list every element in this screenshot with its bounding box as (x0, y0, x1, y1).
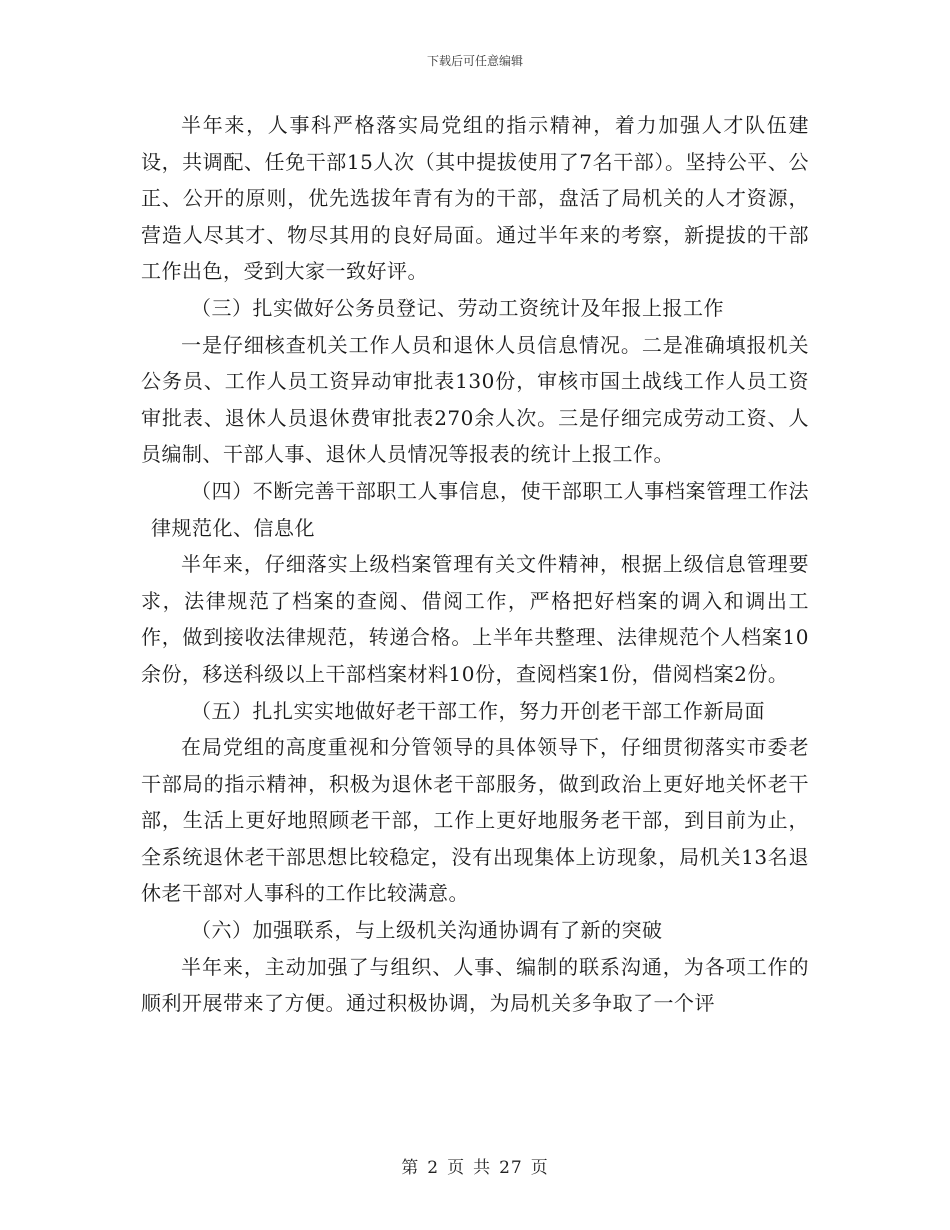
paragraph-salary-statistics: 一是仔细核查机关工作人员和退休人员信息情况。二是准确填报机关公务员、工作人员工资异动审批表130份，审核市国土战线工作人员工资审批表、退休人员退休费审批表270余人次。三是仔细完成劳动工资、人员编制、干部人事、退休人员情况等报表的统计上报工作。 (141, 332, 809, 467)
page-header-note: 下载后可任意编辑 (426, 54, 523, 68)
footer-suffix: 页 (530, 1158, 549, 1178)
section-heading-5: （五）扎扎实实地做好老干部工作，努力开创老干部工作新局面 (191, 698, 765, 723)
footer-total-label: 共 (473, 1158, 492, 1178)
paragraph-cadre-selection: 半年来，人事科严格落实局党组的指示精神，着力加强人才队伍建设，共调配、任免干部15人次（其中提拔使用了7名干部）。坚持公平、公正、公开的原则，优先选拔年青有为的干部，盘活了局机关的人才资源，营造人尽其才、物尽其用的良好局面。通过半年来的考察，新提拔的干部工作出色，受到大家一致好评。 (141, 113, 809, 284)
section-heading-6: （六）加强联系，与上级机关沟通协调有了新的突破 (191, 918, 663, 943)
paragraph-coordination: 半年来，主动加强了与组织、人事、编制的联系沟通，为各项工作的顺利开展带来了方便。通过积极协调，为局机关多争取了一个评 (141, 954, 809, 1016)
document-body (141, 107, 809, 1022)
current-page-number: 2 (427, 1158, 440, 1178)
section-heading-3: （三）扎实做好公务员登记、劳动工资统计及年报上报工作 (191, 295, 724, 320)
page-number-footer (0, 1153, 950, 1178)
footer-page-label: 页 (447, 1158, 466, 1178)
paragraph-retired-cadres: 在局党组的高度重视和分管领导的具体领导下，仔细贯彻落实市委老干部局的指示精神，积极为退休老干部服务，做到政治上更好地关怀老干部，生活上更好地照顾老干部，工作上更好地服务老干部，到目前为止，全系统退休老干部思想比较稳定，没有出现集体上访现象，局机关13名退休老干部对人事科的工作比较满意。 (141, 735, 809, 906)
total-pages-number: 27 (499, 1158, 523, 1178)
footer-prefix: 第 (401, 1158, 420, 1178)
paragraph-archive-management: 半年来，仔细落实上级档案管理有关文件精神，根据上级信息管理要求，法律规范了档案的查阅、借阅工作，严格把好档案的调入和调出工作，做到接收法律规范，转递合格。上半年共整理、法律规范个人档案10余份，移送科级以上干部档案材料10份，查阅档案1份，借阅档案2份。 (141, 552, 809, 686)
section-heading-4: （四）不断完善干部职工人事信息，使干部职工人事档案管理工作法律规范化、信息化 (151, 478, 809, 540)
